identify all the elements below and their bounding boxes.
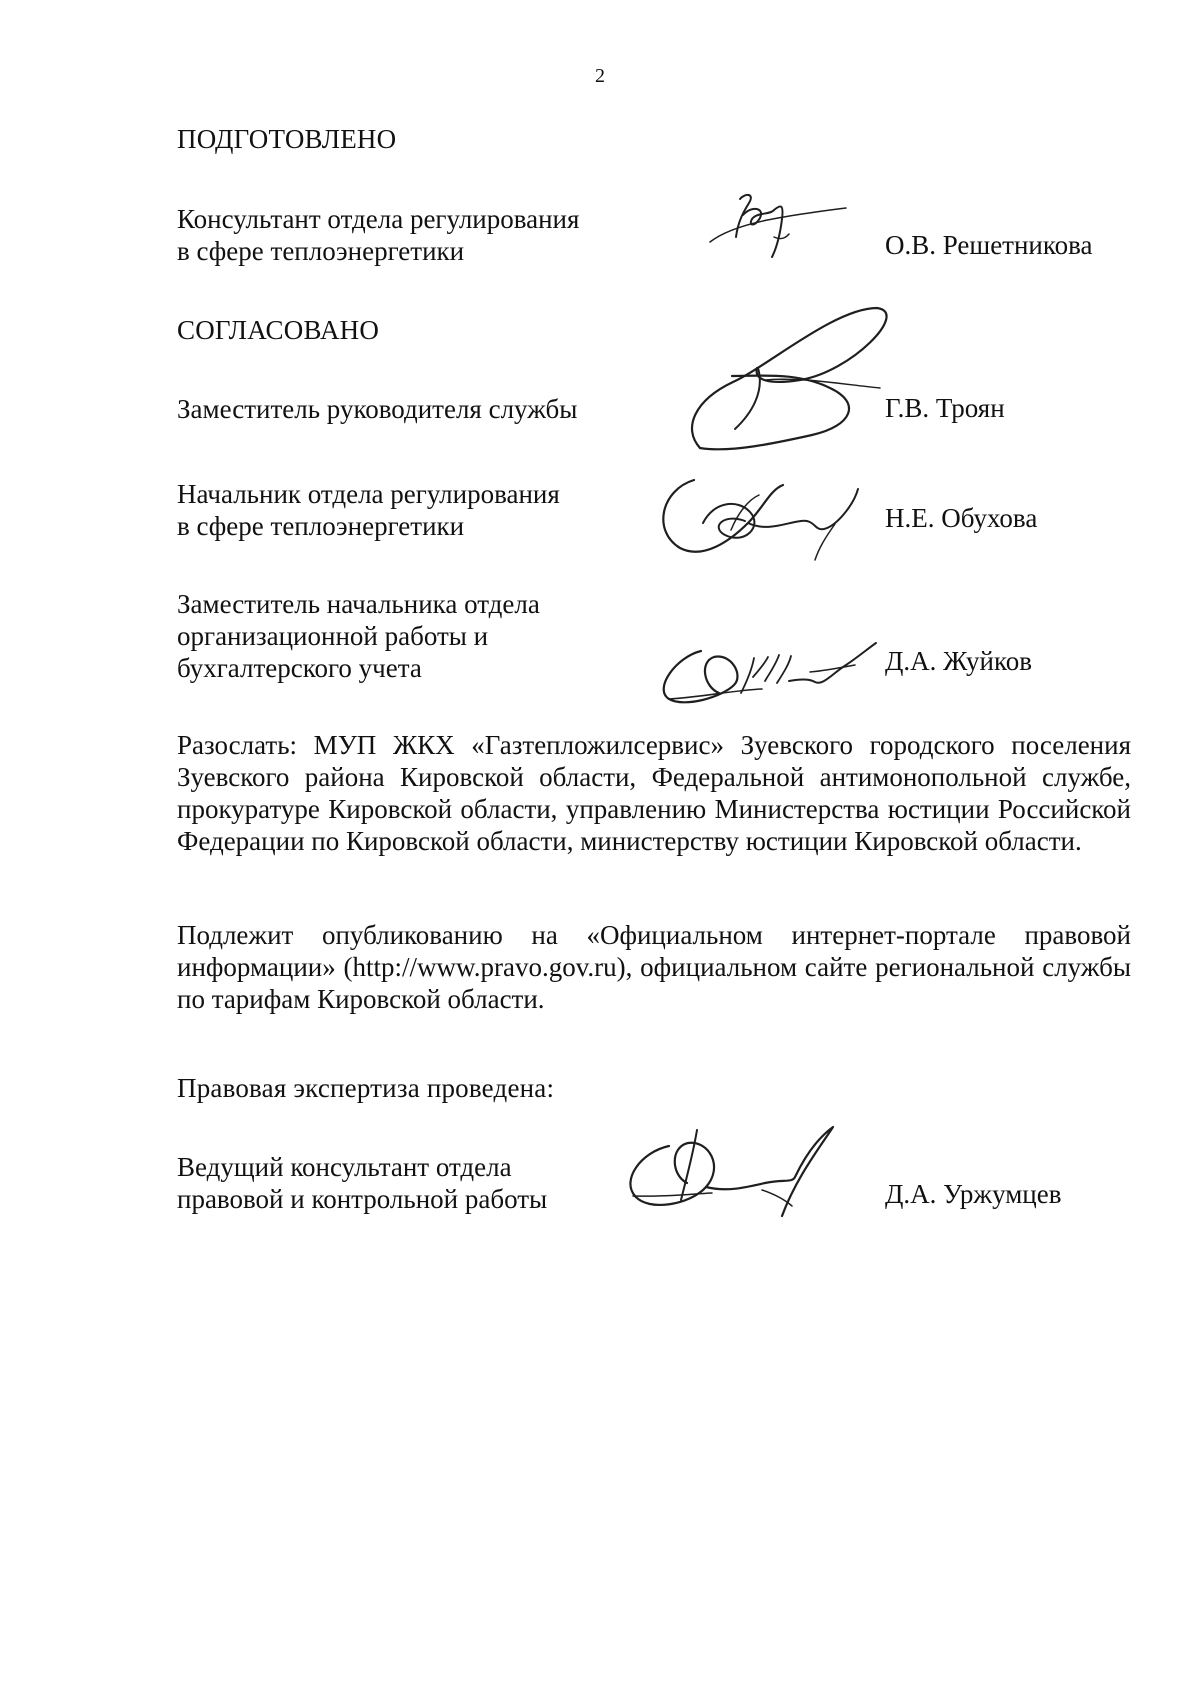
signer-3-position <box>177 588 540 684</box>
signer-1-position-line1: Заместитель руководителя службы <box>177 394 578 424</box>
signature-zhuykov <box>650 635 880 715</box>
signer-1-name: Г.В. Троян <box>885 393 1005 423</box>
signer-3-position-line1: Заместитель начальника отдела <box>177 589 540 619</box>
prepared-position-line1: Консультант отдела регулирования <box>177 204 580 234</box>
legal-review-name: Д.А. Уржумцев <box>885 1179 1062 1209</box>
signer-2-name: Н.Е. Обухова <box>885 503 1038 533</box>
prepared-heading: ПОДГОТОВЛЕНО <box>177 124 397 154</box>
publication-paragraph: Подлежит опубликованию на «Официальном интернет-портале правовой информации» (http://www.pravo.gov.ru), официальном сайте региональной службы по тарифам Кировской области. <box>177 920 1131 1014</box>
signer-1-position <box>177 393 577 425</box>
distribution-paragraph: Разослать: МУП ЖКХ «Газтепложилсервис» Зуевского городского поселения Зуевского района Кировской области, Федеральной антимонопольной службе, прокуратуре Кировской области, управлению Министерства юстиции Российской Федерации по Кировской области, министерству юстиции Кировской области. <box>177 730 1131 856</box>
signature-urzhumtsev <box>610 1120 850 1230</box>
legal-review-heading: Правовая экспертиза проведена: <box>177 1073 555 1103</box>
signer-2-position <box>177 478 560 542</box>
prepared-position <box>177 203 579 267</box>
page-number: 2 <box>595 65 605 87</box>
signature-reshetnikova <box>700 185 850 275</box>
signer-3-position-line2: организационной работы и <box>177 621 489 651</box>
signer-3-position-line3: бухгалтерского учета <box>177 653 422 683</box>
signer-2-position-line2: в сфере теплоэнергетики <box>177 511 465 541</box>
prepared-position-line2: в сфере теплоэнергетики <box>177 236 465 266</box>
signer-3-name: Д.А. Жуйков <box>885 646 1032 676</box>
signer-2-position-line1: Начальник отдела регулирования <box>177 479 560 509</box>
signature-troyan <box>680 300 890 465</box>
legal-review-position-line1: Ведущий консультант отдела <box>177 1152 512 1182</box>
agreed-heading: СОГЛАСОВАНО <box>177 315 380 345</box>
signature-obukhova <box>655 465 865 565</box>
legal-review-position-line2: правовой и контрольной работы <box>177 1184 548 1214</box>
prepared-name: О.В. Решетникова <box>885 230 1093 260</box>
legal-review-position <box>177 1151 547 1215</box>
